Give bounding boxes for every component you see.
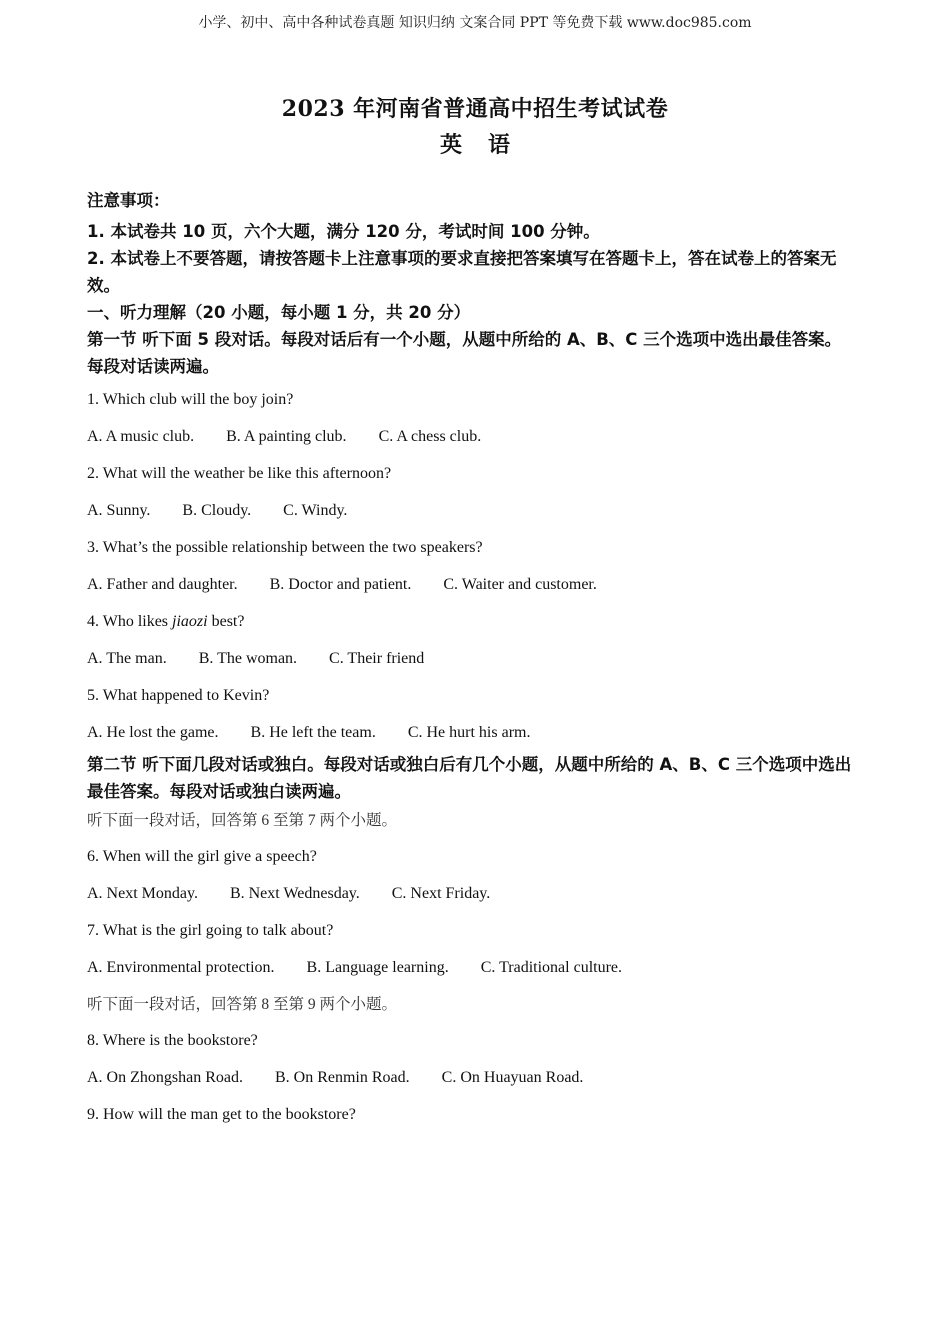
question-8: 8. Where is the bookstore?: [87, 1032, 258, 1049]
question-4-emphasis: jiaozi: [172, 613, 208, 630]
question-4-text: 4. Who likes: [87, 613, 173, 630]
option-a: A. A music club.: [87, 428, 195, 445]
options-4: [87, 649, 857, 669]
section1-heading: 第一节 听下面 5 段对话。每段对话后有一个小题，从题中所给的 A、B、C 三个选项中选出最佳答案。每段对话读两遍。: [87, 330, 842, 376]
note-8-9: 听下面一段对话，回答第 8 至第 9 两个小题。: [87, 996, 398, 1013]
option-c: C. A chess club.: [378, 428, 482, 445]
section2-heading: 第二节 听下面几段对话或独白。每段对话或独白后有几个小题，从题中所给的 A、B、C 三个选项中选出最佳答案。每段对话或独白读两遍。: [87, 755, 852, 801]
option-c: C. Traditional culture.: [480, 959, 623, 976]
exam-title: 2023 年河南省普通高中招生考试试卷: [281, 96, 669, 122]
options-1: [87, 427, 857, 447]
option-c: C. He hurt his arm.: [407, 724, 531, 741]
note-6-7: 听下面一段对话，回答第 6 至第 7 两个小题。: [87, 812, 398, 829]
instructions-heading: 注意事项：: [87, 191, 170, 210]
option-b: B. Cloudy.: [182, 502, 252, 519]
option-b: B. Next Wednesday.: [229, 885, 360, 902]
option-a: A. On Zhongshan Road.: [87, 1069, 243, 1086]
exam-subject: 英语: [439, 132, 536, 158]
options-2: [87, 501, 857, 521]
options-5: [87, 723, 857, 743]
option-a: A. Father and daughter.: [87, 576, 238, 593]
question-4-text-end: best?: [207, 613, 245, 630]
question-1: 1. Which club will the boy join?: [87, 391, 294, 408]
instruction-item-2: 2. 本试卷上不要答题，请按答题卡上注意事项的要求直接把答案填写在答题卡上，答在试卷上的答案无效。: [87, 249, 837, 295]
exam-content: [87, 187, 857, 1142]
option-c: C. Next Friday.: [391, 885, 491, 902]
options-7: [87, 958, 857, 978]
option-c: C. Their friend: [329, 650, 425, 667]
option-b: B. He left the team.: [250, 724, 376, 741]
question-5: 5. What happened to Kevin?: [87, 687, 270, 704]
question-7: 7. What is the girl going to talk about?: [87, 922, 334, 939]
options-6: [87, 884, 857, 904]
option-a: A. The man.: [87, 650, 167, 667]
part1-heading: 一、听力理解（20 小题，每小题 1 分，共 20 分）: [87, 303, 471, 322]
option-a: A. Next Monday.: [87, 885, 198, 902]
options-8: [87, 1068, 857, 1088]
question-4: [87, 612, 857, 632]
option-c: C. On Huayuan Road.: [441, 1069, 584, 1086]
option-a: A. He lost the game.: [87, 724, 219, 741]
option-c: C. Windy.: [283, 502, 348, 519]
question-2: 2. What will the weather be like this afternoon?: [87, 465, 392, 482]
instruction-item-1: 1. 本试卷共 10 页，六个大题，满分 120 分，考试时间 100 分钟。: [87, 222, 600, 241]
option-a: A. Sunny.: [87, 502, 151, 519]
option-c: C. Waiter and customer.: [443, 576, 597, 593]
option-b: B. On Renmin Road.: [274, 1069, 410, 1086]
option-b: B. The woman.: [198, 650, 298, 667]
options-3: [87, 575, 857, 595]
page-header: 小学、初中、高中各种试卷真题 知识归纳 文案合同 PPT 等免费下载 www.doc985.com: [198, 15, 752, 31]
option-b: B. Language learning.: [306, 959, 449, 976]
question-9: 9. How will the man get to the bookstore?: [87, 1106, 356, 1123]
option-b: B. A painting club.: [226, 428, 347, 445]
question-3: 3. What’s the possible relationship between the two speakers?: [87, 539, 483, 556]
question-6: 6. When will the girl give a speech?: [87, 848, 317, 865]
option-a: A. Environmental protection.: [87, 959, 275, 976]
option-b: B. Doctor and patient.: [269, 576, 412, 593]
